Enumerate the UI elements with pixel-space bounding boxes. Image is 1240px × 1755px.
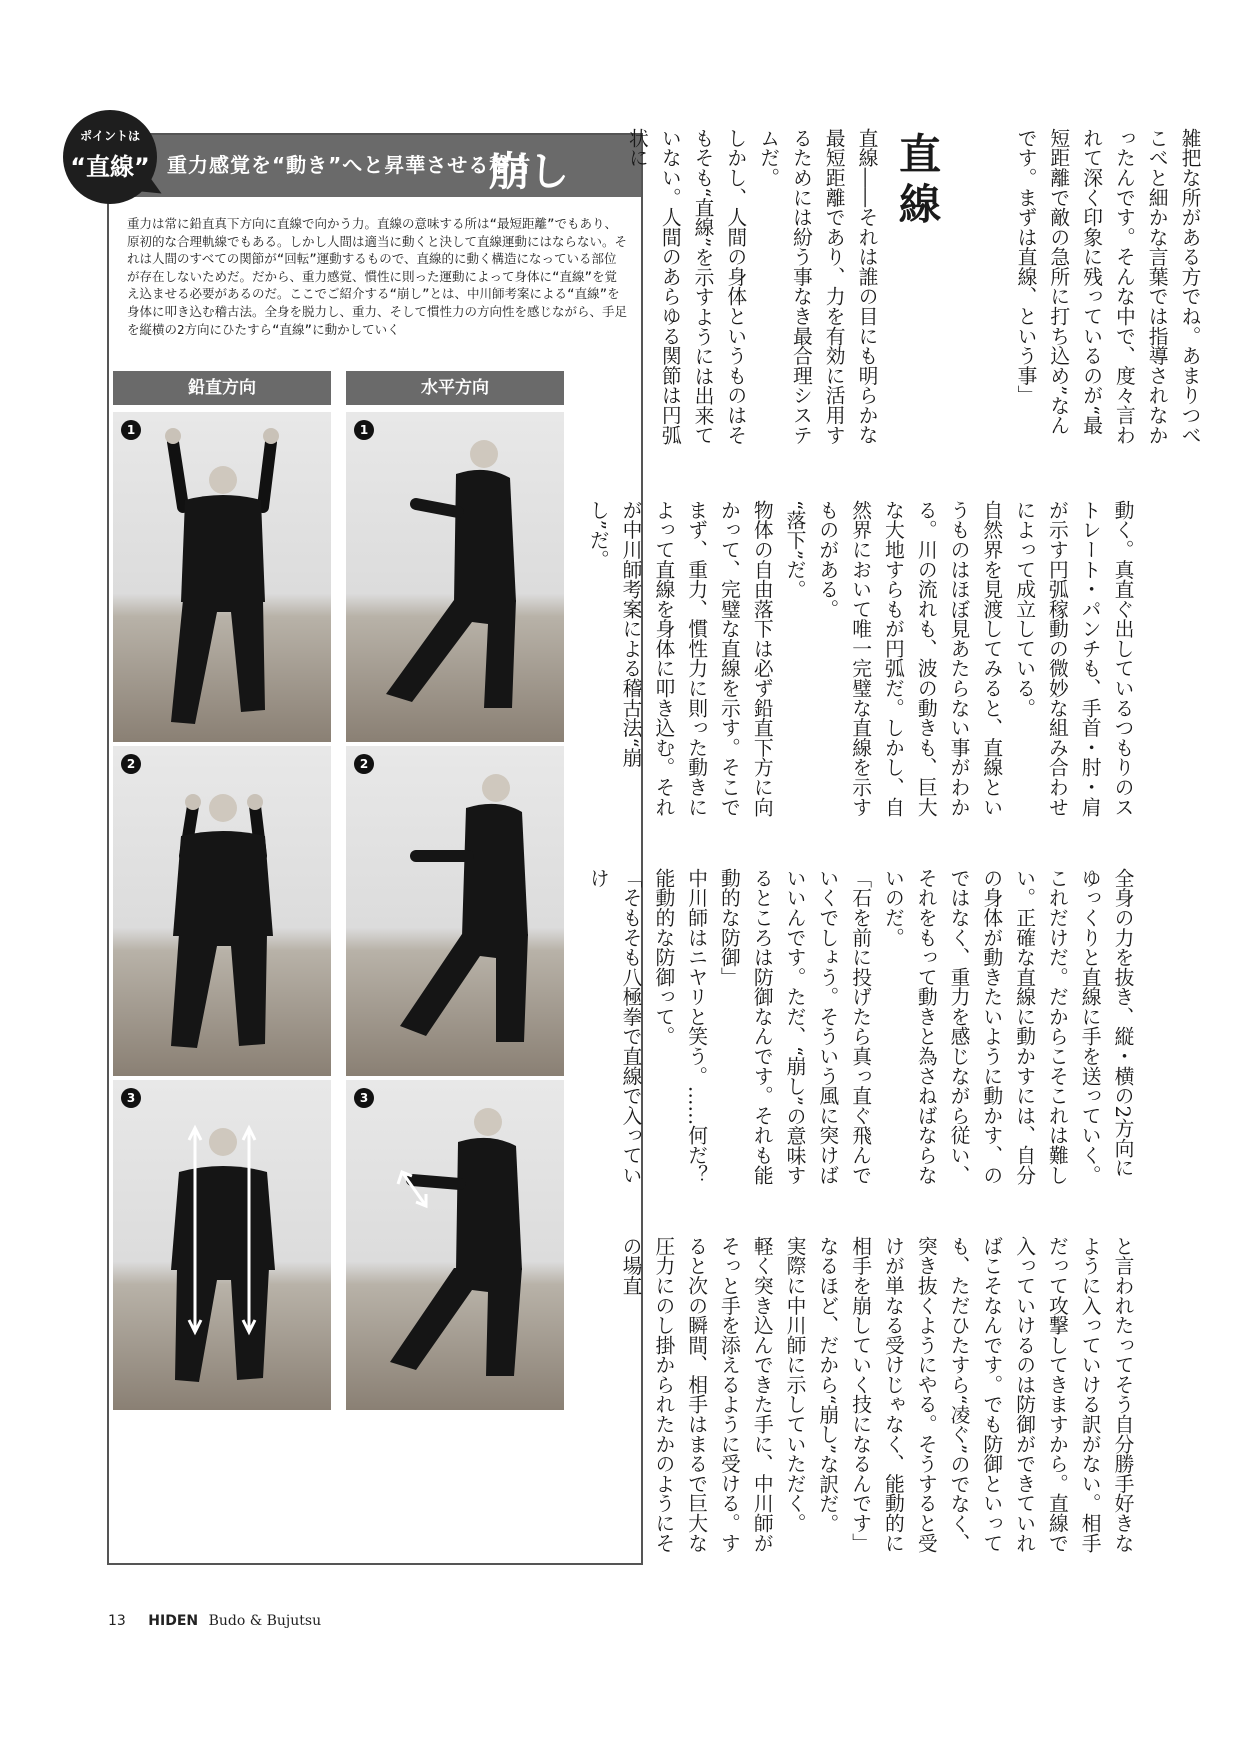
figure-vertical-2 (113, 746, 331, 1076)
photo-vertical-step-1 (113, 412, 331, 742)
column-header-vertical: 鉛直方向 (113, 371, 331, 405)
paragraph: 全身の力を抜き、縦・横の2方向にゆっくりと直線に手を送っていく。 (1078, 868, 1134, 1185)
step-number: 1 (354, 420, 374, 440)
photo-horizontal-step-3 (346, 1080, 564, 1410)
paragraph: 軽く突き込んできた手に、中川師がそっと手を添えるように受ける。すると次の瞬間、相手はまるで巨大な圧力にのし掛かられたかのようにその場直 (619, 1236, 774, 1553)
paragraph: 物体の自由落下は必ず鉛直下方に向かって、完璧な直線を示す。そこでまず、重力、慣性力に則った動きによって直線を身体に叩き込む。それが中川師考案による稽古法“崩し”だ。 (586, 500, 774, 817)
article-column-4 (586, 868, 1138, 1190)
point-badge (63, 110, 157, 204)
page-number: 13 (108, 1613, 126, 1629)
paragraph: 動く。真直ぐ出しているつもりのストレート・パンチも、手首・肘・肩が示す円弧稼動の微妙な組み合わせによって成立している。 (1012, 500, 1134, 817)
paragraph: “落下”だ。 (783, 500, 807, 600)
article-column-1 (1014, 128, 1205, 453)
step-number: 3 (354, 1088, 374, 1108)
figure-vertical-1 (113, 412, 331, 742)
paragraph: 直線――それは誰の目にも明らかな最短距離であり、力を有効に活用するためには紛う事なき最合理システムだ。 (756, 128, 878, 445)
article-title: 直線 (893, 132, 942, 232)
photo-vertical-step-2 (113, 746, 331, 1076)
figure-horizontal-1 (346, 412, 564, 742)
page-footer (108, 1613, 321, 1629)
paragraph: しかし、人間の身体というものはそもそも“直線”を示すようには出来ていない。人間のあらゆる関節は円弧状に (625, 128, 747, 446)
article-column-3 (586, 500, 1138, 822)
panel-header (109, 135, 641, 197)
photo-vertical-step-3 (113, 1080, 331, 1410)
paragraph: と言われたってそう自分勝手好きなように入っていける訳がない。相手だって攻撃してきますから。直線で入っていけるのは防御ができていればこそなんです。でも防御といっても、ただひたすら“凌ぐ”のでなく、突き抜くようにやる。そうすると受けが単なる受けじゃなく、能動的に相手を崩していく技になるんです」 (848, 1236, 1134, 1554)
step-number: 2 (354, 754, 374, 774)
step-number: 3 (121, 1088, 141, 1108)
paragraph: 「そもそも八極拳で直線で入っていけ (586, 868, 643, 1185)
column-header-horizontal: 水平方向 (346, 371, 564, 405)
panel-intro: 重力は常に鉛直真下方向に直線で向かう力。直線の意味する所は“最短距離”でもあり、原初的な合理軌線でもある。しかし人間は適当に動くと決して直線運動にはならない。それは人間のすべての関節が“回転”運動するもので、直線的に動く構造になっている部位が存在しないためだ。だから、重力感覚、慣性に則った運動によって身体に“直線”を覚え込ませる必要があるのだ。ここでご紹介する“崩し”とは、中川師考案による“直線”を身体に叩き込む稽古法。全身を脱力し、重力、そして慣性力の方向性を感じながら、手足を縦横の2方向にひたすら“直線”に動かしていく (127, 216, 628, 337)
paragraph: なるほど、だから“崩し”な訳だ。 (815, 1236, 839, 1534)
photo-horizontal-step-1 (346, 412, 564, 742)
figure-horizontal-3 (346, 1080, 564, 1410)
badge-keyword: “直線” (70, 153, 150, 181)
paragraph: 実際に中川師に示していただく。 (783, 1236, 807, 1533)
figure-horizontal-2 (346, 746, 564, 1076)
paragraph: 雑把な所がある方でね。あまりつべこべと細かな言葉では指導されなかったんです。そんな中で、度々言われて深く印象に残っているのが“最短距離で敵の急所に打ち込め”なんです。まずは直線、という事」 (1014, 128, 1201, 445)
figure-vertical-3 (113, 1080, 331, 1410)
article-column-2 (625, 128, 882, 453)
panel-headline-emphasis: 崩し (489, 149, 569, 195)
step-number: 1 (121, 420, 141, 440)
paragraph: 中川師はニヤリと笑う。……何だ？能動的な防御って。 (651, 868, 708, 1185)
paragraph: 自然界を見渡してみると、直線というものはほぼ見あたらない事がわかる。川の流れも、波の動きも、巨大な大地すらもが円弧だ。しかし、自然界において唯一完璧な直線を示すものがある。 (815, 500, 1003, 817)
panel-headline: 重力感覚を“動き”へと昇華させる稽古 (167, 153, 532, 177)
paragraph: これだけだ。だからこそこれは難しい。正確な直線に動かすには、自分の身体が動きたいように動かす、のではなく、重力を感じながら従い、それをもって動きと為さねばならないのだ。 (881, 868, 1069, 1185)
paragraph: 「石を前に投げたら真っ直ぐ飛んでいくでしょう。そういう風に突けばいいんです。ただ、“崩し”の意味するところは防御なんです。それも能動的な防御」 (717, 868, 872, 1186)
magazine-subtitle: Budo & Bujutsu (208, 1613, 322, 1629)
photo-horizontal-step-2 (346, 746, 564, 1076)
magazine-brand: HIDEN (148, 1613, 199, 1629)
badge-label: ポイントは (79, 129, 140, 143)
step-number: 2 (121, 754, 141, 774)
article-column-5 (619, 1236, 1138, 1561)
kuzushi-panel (107, 133, 643, 1565)
